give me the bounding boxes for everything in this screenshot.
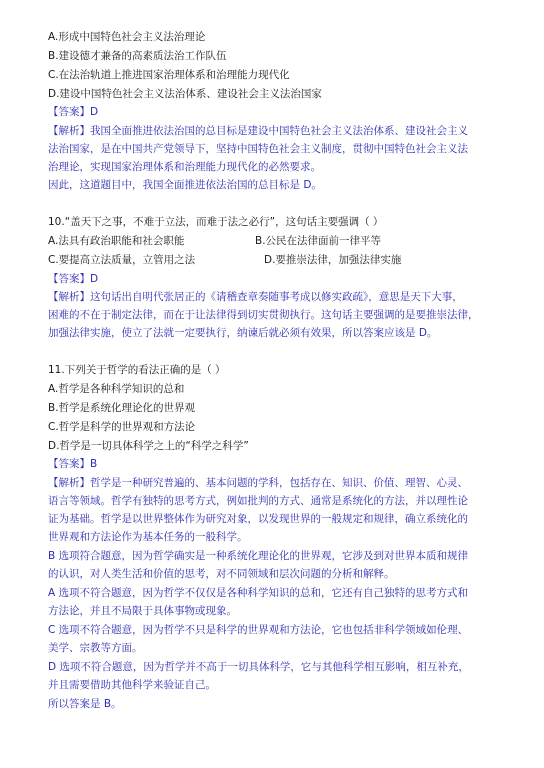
q9-option-d: D.建设中国特色社会主义法治体系、建设社会主义法治国家 (48, 88, 322, 100)
q11-stem: 11.下列关于哲学的看法正确的是（ ） (48, 364, 226, 376)
q11-analysis-line: 方法论，并且不局限于具体事物或现象。 (48, 605, 237, 617)
q9-option-a: A.形成中国特色社会主义法治理论 (48, 31, 206, 43)
q11-analysis-line: A 选项不符合题意，因为哲学不仅仅是各种科学知识的总和，它还有自己独特的思考方式和 (48, 587, 469, 599)
q11-answer: 【答案】B (48, 458, 98, 470)
q11-analysis-line: 世界观和方法论作为基本任务的一般科学。 (48, 531, 248, 543)
q11-option-a: A.哲学是各种科学知识的总和 (48, 383, 185, 395)
q9-analysis-line: 治理论，实现国家治理体系和治理能力现代化的必然要求。 (48, 161, 321, 173)
q11-analysis-line: 所以答案是 B。 (48, 698, 122, 710)
q10-option-a: A.法具有政治职能和社会职能 (48, 235, 185, 247)
q11-analysis-line: 的认识，对人类生活和价值的思考，对不同领域和层次问题的分析和解释。 (48, 568, 395, 580)
q10-option-c: C.要提高立法质量，立管用之法 (48, 254, 196, 266)
q10-analysis-line: 困难的不在于制定法律，而在于让法律得到切实贯彻执行。这句话主要强调的是要推崇法律， (48, 309, 479, 321)
q11-analysis-line: D 选项不符合题意，因为哲学并不高于一切具体科学，它与其他科学相互影响，相互补充， (48, 661, 469, 673)
q10-analysis-line: 加强法律实施，使立了法就一定要执行，纳谏后就必须有效果，所以答案应该是 D。 (48, 327, 438, 339)
q9-analysis-line: 因此，这道题目中，我国全面推进依法治国的总目标是 D。 (48, 179, 322, 191)
q11-analysis-line: 证为基础。哲学是以世界整体作为研究对象，以发现世界的一般规定和规律，确立系统化的 (48, 513, 468, 525)
q9-analysis-line: 法治国家，是在中国共产党领导下，坚持中国特色社会主义制度，贯彻中国特色社会主义法 (48, 143, 468, 155)
q11-analysis-line: C 选项不符合题意，因为哲学不只是科学的世界观和方法论，它也包括非科学领域如伦理、 (48, 624, 469, 636)
q11-option-c: C.哲学是科学的世界观和方法论 (48, 421, 196, 433)
q10-analysis-line: 【解析】这句话出自明代张居正的《请稽查章奏随事考成以修实政疏》，意思是天下大事， (48, 291, 463, 303)
q9-option-c: C.在法治轨道上推进国家治理体系和治理能力现代化 (48, 69, 290, 81)
q11-analysis-line: 并且需要借助其他科学来验证自己。 (48, 679, 216, 691)
q11-option-b: B.哲学是系统化理论化的世界观 (48, 402, 196, 414)
q11-analysis-line: 美学、宗教等方面。 (48, 642, 143, 654)
q10-option-d: D.要推崇法律，加强法律实施 (264, 254, 402, 266)
q11-analysis-line: 【解析】哲学是一种研究普遍的、基本问题的学科，包括存在、知识、价值、理智、心灵、 (48, 477, 468, 489)
q10-answer: 【答案】D (48, 273, 99, 285)
q9-analysis-line: 【解析】我国全面推进依法治国的总目标是建设中国特色社会主义法治体系、建设社会主义 (48, 125, 468, 137)
q11-option-d: D.哲学是一切具体科学之上的“科学之科学” (48, 440, 249, 452)
q11-analysis-line: B 选项符合题意，因为哲学确实是一种系统化理论化的世界观，它涉及到对世界本质和规律 (48, 550, 469, 562)
q11-analysis-line: 语言等领域。哲学有独特的思考方式，例如批判的方式、通常是系统化的方法，并以理性论 (48, 495, 468, 507)
q10-option-b: B.公民在法律面前一律平等 (255, 235, 382, 247)
q10-stem: 10.“盖天下之事，不难于立法，而难于法之必行”，这句话主要强调（ ） (48, 216, 384, 228)
q9-answer: 【答案】D (48, 106, 99, 118)
q9-option-b: B.建设德才兼备的高素质法治工作队伍 (48, 50, 227, 62)
